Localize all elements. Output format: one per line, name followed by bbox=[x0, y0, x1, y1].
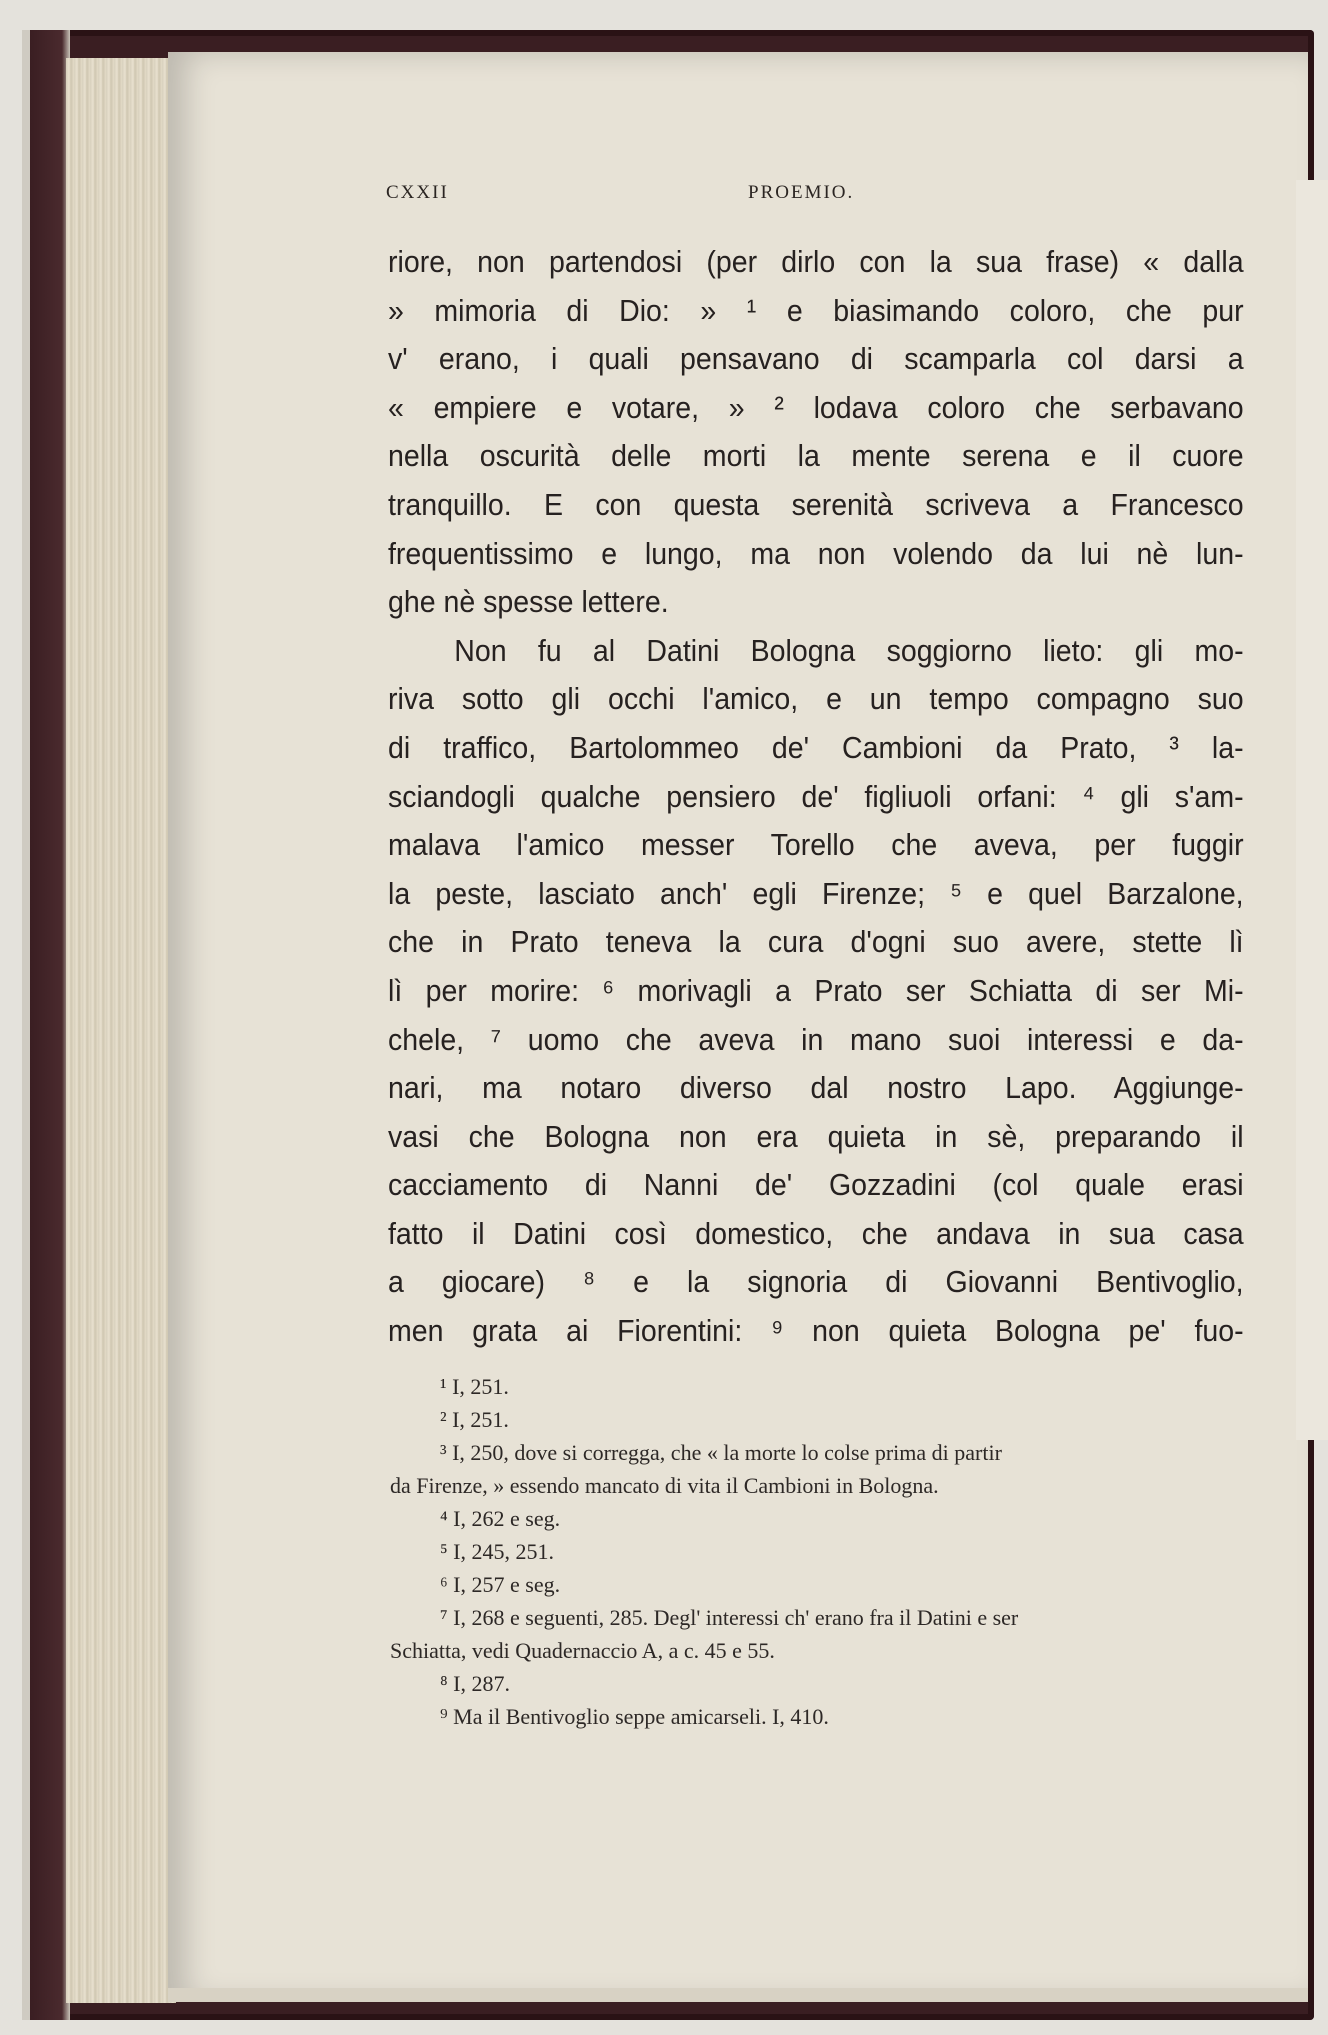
page-number: CXXII bbox=[386, 182, 449, 203]
footnote: ⁹ Ma il Bentivoglio seppe amicarseli. I, 410. bbox=[440, 1704, 829, 1729]
footnote-continuation: da Firenze, » essendo mancato di vita il Cambioni in Bologna. bbox=[390, 1473, 939, 1498]
text-line: vasi che Bologna non era quieta in sè, preparando il bbox=[388, 1118, 1244, 1154]
text-line: la peste, lasciato anch' egli Firenze; ⁵ e quel Barzalone, bbox=[388, 875, 1244, 911]
footnote: ⁴ I, 262 e seg. bbox=[440, 1506, 561, 1531]
next-page-edge bbox=[1296, 180, 1328, 1440]
text-line: cacciamento di Nanni de' Gozzadini (col quale erasi bbox=[388, 1167, 1244, 1203]
text-line: ghe nè spesse lettere. bbox=[388, 584, 669, 620]
text-line: riva sotto gli occhi l'amico, e un tempo compagno suo bbox=[388, 681, 1244, 717]
running-header bbox=[386, 182, 1246, 212]
text-line: malava l'amico messer Torello che aveva, per fuggir bbox=[388, 827, 1244, 863]
footnote: ⁸ I, 287. bbox=[440, 1671, 510, 1696]
page-stack-edge bbox=[66, 58, 176, 2003]
text-line: di traffico, Bartolommeo de' Cambioni da Prato, ³ la- bbox=[388, 729, 1244, 765]
text-line: a giocare) ⁸ e la signoria di Giovanni Bentivoglio, bbox=[388, 1264, 1244, 1300]
text-line: frequentissimo e lungo, ma non volendo da lui nè lun- bbox=[388, 535, 1244, 571]
text-line: sciandogli qualche pensiero de' figliuoli orfani: ⁴ gli s'am- bbox=[388, 778, 1244, 814]
text-line: riore, non partendosi (per dirlo con la sua frase) « dalla bbox=[388, 244, 1244, 279]
text-line: » mimoria di Dio: » ¹ e biasimando coloro, che pur bbox=[388, 292, 1244, 328]
text-line: che in Prato teneva la cura d'ogni suo avere, stette lì bbox=[388, 924, 1244, 960]
footnote: ⁷ I, 268 e seguenti, 285. Degl' interessi ch' erano fra il Datini e ser bbox=[440, 1605, 1019, 1630]
text-line: v' erano, i quali pensavano di scamparla col darsi a bbox=[388, 341, 1244, 377]
binding-left-edge bbox=[22, 30, 70, 2020]
text-line: lì per morire: ⁶ morivagli a Prato ser Schiatta di ser Mi- bbox=[388, 972, 1244, 1008]
text-line: tranquillo. E con questa serenità scriveva a Francesco bbox=[388, 486, 1244, 522]
text-line: nella oscurità delle morti la mente serena e il cuore bbox=[388, 438, 1244, 474]
footnote: ² I, 251. bbox=[440, 1407, 509, 1432]
text-line: « empiere e votare, » ² lodava coloro che serbavano bbox=[388, 389, 1244, 425]
text-line: fatto il Datini così domestico, che andava in sua casa bbox=[388, 1215, 1244, 1251]
footnotes bbox=[390, 1370, 1250, 1733]
body-text bbox=[388, 238, 1244, 1356]
footnote: ⁶ I, 257 e seg. bbox=[440, 1572, 561, 1597]
text-line: men grata ai Fiorentini: ⁹ non quieta Bologna pe' fuo- bbox=[388, 1313, 1244, 1349]
footnote: ⁵ I, 245, 251. bbox=[440, 1539, 554, 1564]
text-line: chele, ⁷ uomo che aveva in mano suoi interessi e da- bbox=[388, 1021, 1244, 1057]
text-line: Non fu al Datini Bologna soggiorno lieto: gli mo- bbox=[454, 632, 1244, 668]
footnote: ³ I, 250, dove si corregga, che « la morte lo colse prima di partir bbox=[440, 1440, 1002, 1465]
text-line: nari, ma notaro diverso dal nostro Lapo. Aggiunge- bbox=[388, 1070, 1244, 1106]
footnote-continuation: Schiatta, vedi Quadernaccio A, a c. 45 e 55. bbox=[390, 1638, 775, 1663]
running-title: PROEMIO. bbox=[748, 182, 855, 203]
page-bottom-edge bbox=[168, 1988, 1308, 2002]
footnote: ¹ I, 251. bbox=[440, 1374, 509, 1399]
